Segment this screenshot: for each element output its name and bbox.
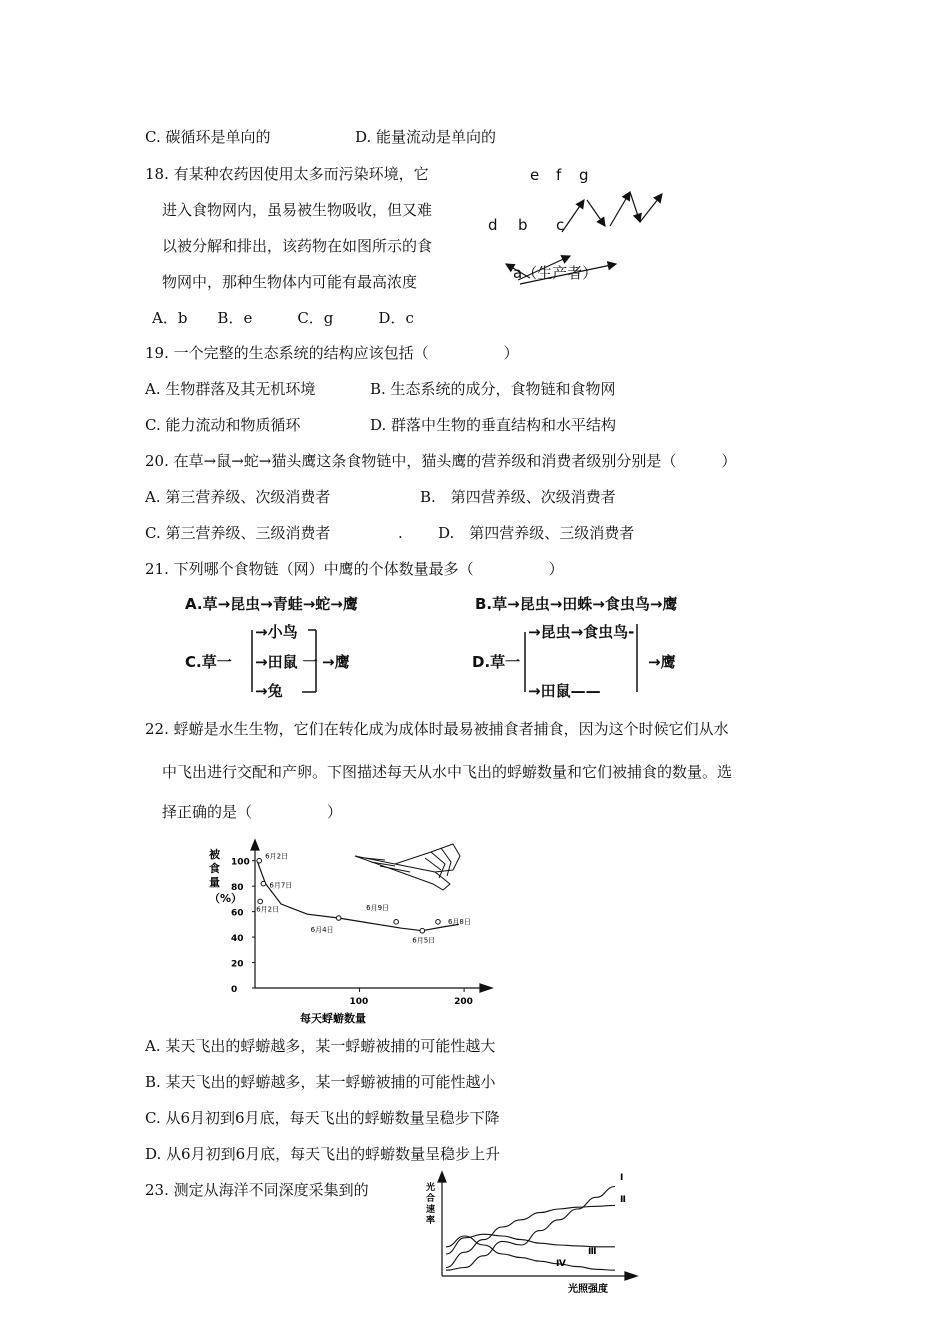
q22-option-d: D. 从6月初到6月底，每天飞出的蜉蝣数量呈稳步上升 [145,1145,501,1163]
q19-option-b: B. 生态系统的成分，食物链和食物网 [370,380,616,398]
q21-stem: 21. 下列哪个食物链（网）中鹰的个体数量最多（ ） [145,560,564,578]
q19-option-d: D. 群落中生物的垂直结构和水平结构 [370,416,617,434]
q17-option-c: C. 碳循环是单向的 [145,128,271,146]
q20-option-b: B. 第四营养级、次级消费者 [420,488,616,506]
data-point-label: 6月2日 [265,852,289,861]
q21-option-c-label: C.草一 [185,653,232,671]
y-axis-label-2: 食 [209,862,220,875]
y-axis-label-3: 速 [426,1205,436,1215]
q22-option-a: A. 某天飞出的蜉蝣越多，某一蜉蝣被捕的可能性越大 [145,1037,496,1055]
data-point [336,916,341,921]
q18-line-2: 进入食物网内，虽易被生物吸收，但又难 [162,201,433,219]
arrow-c-to-e [562,200,584,232]
q22-line-3: 择正确的是（ ） [162,803,343,821]
data-point [436,920,441,925]
series-label: Ⅰ [620,1173,624,1183]
q18-line-1: 18. 有某种农药因使用太多而污染环境，它 [145,165,429,183]
y-tick-label: 40 [231,934,244,945]
data-point [258,899,263,904]
q19-option-a: A. 生物群落及其无机环境 [145,380,316,398]
series-label: Ⅳ [556,1259,566,1269]
q20-stem: 20. 在草→鼠→蛇→猫头鹰这条食物链中，猫头鹰的营养级和消费者级别分别是（ ） [145,452,737,470]
y-axis-label-1: 被 [209,848,220,861]
web-node-c: c [556,216,565,234]
q21-d-branch-insect: →昆虫→食虫鸟- [528,623,635,641]
y-tick-label: 60 [231,908,244,919]
web-node-b: b [518,216,528,234]
web-node-f: f [556,166,562,184]
series-curve [446,1187,615,1271]
data-point [420,928,425,933]
q17-option-d: D. 能量流动是单向的 [355,128,497,146]
data-point-label: 6月4日 [310,926,334,934]
q21-option-d-label: D.草一 [472,653,521,671]
q22-line-1: 22. 蜉蝣是水生生物，它们在转化成为成体时最易被捕食者捕食，因为这个时候它们从水 [145,720,729,738]
web-node-d: d [488,216,498,234]
q18-line-4: 物网中，那种生物体内可能有最高浓度 [162,273,418,291]
web-node-g: g [579,166,589,184]
q21-d-brackets [515,620,645,696]
data-point [257,858,262,863]
q20-option-a: A. 第三营养级、次级消费者 [145,488,331,506]
x-tick-label: 100 [349,997,369,1007]
q23-stem: 23. 测定从海洋不同深度采集到的 [145,1181,369,1199]
x-axis-label: 光照强度 [568,1284,608,1295]
q18-line-3: 以被分解和排出，该药物在如图所示的食 [162,237,433,255]
arrow-e-to-f [587,200,605,226]
q21-c-end-eagle: →鹰 [322,653,350,671]
q18-options: A．b B．e C．g D．c [152,309,414,327]
x-axis-label: 每天蜉蝣数量 [300,1012,366,1025]
series-label: Ⅱ [620,1195,626,1205]
q21-c-branch-bird: →小鸟 [255,623,298,641]
data-point-label: 6月9日 [366,903,390,912]
data-point [261,881,266,886]
q19-option-c: C. 能力流动和物质循环 [145,416,301,434]
q21-d-branch-mouse: →田鼠—— [528,682,601,700]
mayfly-predation-chart [195,838,500,1026]
y-tick-label: 100 [231,857,250,868]
y-axis-label-4: 率 [426,1216,436,1226]
photosynthesis-light-chart [420,1168,645,1298]
y-axis-label-4: （%） [209,892,243,905]
arrow-to-top [640,194,662,222]
arrow-g-down [630,192,640,222]
web-node-e: e [530,166,540,184]
data-point-label: 6月5日 [412,936,436,945]
q21-d-end-eagle: →鹰 [648,653,676,671]
web-node-a: a（生产者） [513,264,598,282]
q21-option-b-chain: B.草→昆虫→田蛛→食虫鸟→鹰 [475,595,678,613]
q21-option-a-chain: A.草→昆虫→青蛙→蛇→鹰 [185,595,358,613]
y-axis-label-3: 量 [209,876,220,889]
arrow-f-to-g [610,192,630,226]
y-axis-label-1: 光 [426,1183,436,1193]
y-tick-label: 80 [231,883,244,894]
q19-stem: 19. 一个完整的生态系统的结构应该包括（ ） [145,344,519,362]
y-tick-label: 20 [231,959,244,970]
q21-c-branch-rabbit: →兔 [255,682,283,700]
q18-food-web-diagram [480,160,680,295]
q20-option-d: D. 第四营养级、三级消费者 [438,524,635,542]
q22-option-b: B. 某天飞出的蜉蝣越多，某一蜉蝣被捕的可能性越小 [145,1073,496,1091]
y-axis-label-2: 合 [426,1194,436,1204]
q22-line-2: 中飞出进行交配和产卵。下图描述每天从水中飞出的蜉蝣数量和它们被捕食的数量。选 [162,763,733,781]
data-point-label: 6月8日 [447,917,471,926]
q20-option-c: C. 第三营养级、三级消费者 [145,524,331,542]
q21-c-brackets [240,620,330,696]
data-point-label: 6月2日 [256,905,280,914]
q21-c-branch-mouse: →田鼠 一 [255,653,318,671]
x-tick-label: 200 [454,997,473,1007]
series-label: Ⅲ [588,1247,597,1257]
data-point [394,920,399,925]
q20-stray-dot: . [398,524,403,542]
mayfly-drawing [355,844,460,890]
q22-option-c: C. 从6月初到6月底，每天飞出的蜉蝣数量呈稳步下降 [145,1109,500,1127]
data-point-label: 6月7日 [269,881,293,890]
y-tick-label: 0 [231,985,238,995]
